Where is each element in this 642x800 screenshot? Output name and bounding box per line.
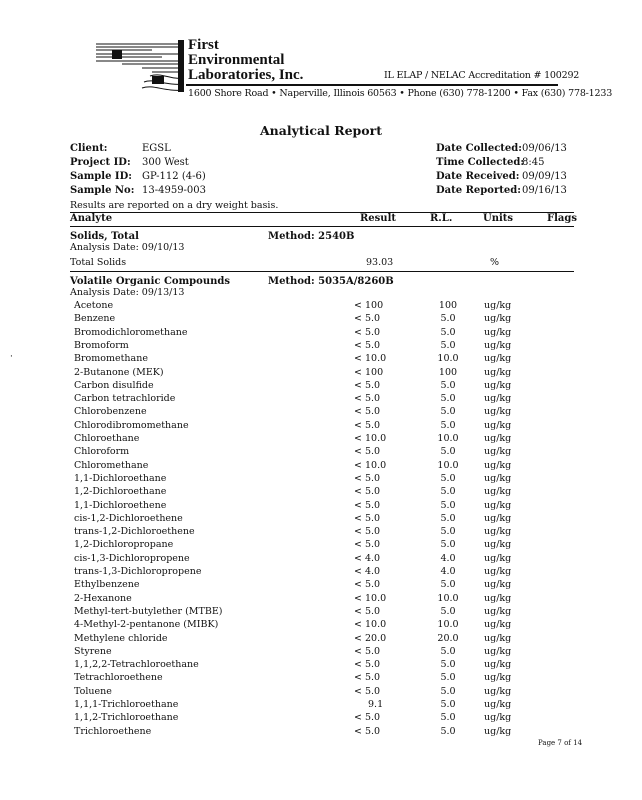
reporting-limit: 10.0 xyxy=(437,459,459,471)
units-value: ug/kg xyxy=(484,512,512,524)
table-row xyxy=(0,699,642,712)
reporting-limit: 5.0 xyxy=(440,605,456,617)
reporting-limit: 4.0 xyxy=(440,566,456,577)
units-value: ug/kg xyxy=(484,459,512,471)
analyte-name: Chlorodibromomethane xyxy=(74,419,189,431)
client-value: EGSL xyxy=(142,143,171,154)
accreditation-text: IL ELAP / NELAC Accreditation # 100292 xyxy=(384,70,580,81)
voc-section-title: Volatile Organic Compounds xyxy=(70,276,230,287)
units-value: ug/kg xyxy=(484,446,512,458)
units-value: ug/kg xyxy=(484,632,512,644)
col-header-analyte: Analyte xyxy=(70,213,113,224)
table-row xyxy=(0,500,642,513)
result-value: < 10.0 xyxy=(354,592,387,604)
solids-analyte: Total Solids xyxy=(70,257,127,268)
result-value: < 5.0 xyxy=(354,326,381,338)
result-value: < 5.0 xyxy=(354,339,381,351)
result-value: < 5.0 xyxy=(354,313,381,325)
analyte-name: cis-1,3-Dichloropropene xyxy=(74,552,190,564)
table-row xyxy=(0,380,642,393)
table-row xyxy=(0,633,642,646)
units-value: ug/kg xyxy=(484,672,512,684)
result-value: < 4.0 xyxy=(354,552,381,564)
result-value: < 5.0 xyxy=(354,605,381,617)
table-row xyxy=(0,579,642,592)
units-value: ug/kg xyxy=(484,433,512,444)
table-row xyxy=(0,526,642,539)
table-row xyxy=(0,726,642,739)
units-value: ug/kg xyxy=(484,339,512,351)
units-value: ug/kg xyxy=(484,605,512,617)
table-row xyxy=(0,513,642,526)
result-value: < 5.0 xyxy=(354,379,381,391)
reporting-limit: 5.0 xyxy=(440,339,456,351)
date-collected-value: 09/06/13 xyxy=(522,143,567,154)
date-collected-label: Date Collected: xyxy=(436,143,522,154)
analyte-name: trans-1,3-Dichloropropene xyxy=(74,566,202,577)
result-value: < 100 xyxy=(354,366,384,378)
analyte-name: Carbon disulfide xyxy=(74,379,154,391)
result-value: < 5.0 xyxy=(354,539,381,551)
reporting-limit: 5.0 xyxy=(440,699,456,710)
table-row xyxy=(0,367,642,380)
units-value: ug/kg xyxy=(484,326,512,338)
result-value: < 100 xyxy=(354,300,384,311)
reporting-limit: 5.0 xyxy=(440,393,456,405)
analyte-name: Ethylbenzene xyxy=(74,579,140,591)
units-value: ug/kg xyxy=(484,353,512,365)
reporting-limit: 5.0 xyxy=(440,645,456,657)
table-row xyxy=(0,460,642,473)
units-value: ug/kg xyxy=(484,579,512,591)
analyte-name: trans-1,2-Dichloroethene xyxy=(74,526,195,538)
analyte-name: 2-Butanone (MEK) xyxy=(74,366,164,378)
result-value: < 5.0 xyxy=(354,712,381,724)
units-value: ug/kg xyxy=(484,419,512,431)
table-row xyxy=(0,433,642,446)
col-header-units: Units xyxy=(483,213,514,224)
reporting-limit: 5.0 xyxy=(440,326,456,338)
units-value: ug/kg xyxy=(484,393,512,405)
sample-no-label: Sample No: xyxy=(70,185,135,196)
reporting-limit: 20.0 xyxy=(437,632,459,644)
table-row xyxy=(0,446,642,459)
reporting-limit: 5.0 xyxy=(440,672,456,684)
analyte-name: Tetrachloroethene xyxy=(74,672,163,684)
units-value: ug/kg xyxy=(484,592,512,604)
table-row xyxy=(0,420,642,433)
solids-bottom-rule xyxy=(70,271,574,272)
analyte-name: Bromodichloromethane xyxy=(74,326,188,338)
company-address: 1600 Shore Road • Naperville, Illinois 60563 • Phone (630) 778-1200 • Fax (630) 778-1233 xyxy=(188,88,613,99)
table-row xyxy=(0,553,642,566)
time-collected-value: 8:45 xyxy=(522,157,545,168)
solids-analysis-date: Analysis Date: 09/10/13 xyxy=(70,242,185,253)
analyte-name: 1,1-Dichloroethane xyxy=(74,472,167,484)
result-value: < 5.0 xyxy=(354,406,381,418)
page-footer: Page 7 of 14 xyxy=(538,739,583,747)
analyte-name: Chloromethane xyxy=(74,459,149,471)
table-row xyxy=(0,393,642,406)
company-name-line2: Environmental xyxy=(188,52,285,68)
result-value: < 5.0 xyxy=(354,512,381,524)
project-id-value: 300 West xyxy=(142,157,189,168)
table-row xyxy=(0,606,642,619)
voc-method: Method: 5035A/8260B xyxy=(268,276,394,287)
result-value: < 10.0 xyxy=(354,353,387,365)
reporting-limit: 5.0 xyxy=(440,659,456,671)
analyte-name: Methyl-tert-butylether (MTBE) xyxy=(74,605,223,617)
table-row xyxy=(0,340,642,353)
units-value: ug/kg xyxy=(484,313,512,325)
analyte-name: 2-Hexanone xyxy=(74,592,132,604)
margin-mark: · xyxy=(10,352,13,362)
result-value: < 5.0 xyxy=(354,393,381,405)
analyte-name: Chloroform xyxy=(74,446,130,458)
analyte-name: 1,1-Dichloroethene xyxy=(74,499,167,511)
units-value: ug/kg xyxy=(484,699,512,710)
result-value: < 5.0 xyxy=(354,579,381,591)
reporting-limit: 5.0 xyxy=(440,472,456,484)
units-value: ug/kg xyxy=(484,539,512,551)
reporting-limit: 5.0 xyxy=(440,539,456,551)
reporting-limit: 10.0 xyxy=(437,619,459,631)
analyte-name: Carbon tetrachloride xyxy=(74,393,176,405)
units-value: ug/kg xyxy=(484,526,512,538)
table-row xyxy=(0,539,642,552)
col-header-rl: R.L. xyxy=(430,213,453,224)
analyte-name: cis-1,2-Dichloroethene xyxy=(74,512,183,524)
table-row xyxy=(0,619,642,632)
table-row xyxy=(0,327,642,340)
date-received-label: Date Received: xyxy=(436,171,520,182)
sample-no-value: 13-4959-003 xyxy=(142,185,207,196)
reporting-limit: 5.0 xyxy=(440,712,456,724)
result-value: < 5.0 xyxy=(354,419,381,431)
table-row xyxy=(0,353,642,366)
company-name-line3: Laboratories, Inc. xyxy=(188,67,304,83)
reporting-limit: 5.0 xyxy=(440,526,456,538)
result-value: < 10.0 xyxy=(354,619,387,631)
table-row xyxy=(0,672,642,685)
reporting-limit: 5.0 xyxy=(440,499,456,511)
units-value: ug/kg xyxy=(484,685,512,697)
table-row xyxy=(0,593,642,606)
units-value: ug/kg xyxy=(484,552,512,564)
result-value: < 4.0 xyxy=(354,566,381,577)
company-name-line1: First xyxy=(188,37,219,53)
company-logo-graphic xyxy=(92,36,190,96)
result-value: < 10.0 xyxy=(354,459,387,471)
result-value: < 5.0 xyxy=(354,725,381,737)
basis-note: Results are reported on a dry weight basis. xyxy=(70,200,279,211)
reporting-limit: 5.0 xyxy=(440,446,456,458)
table-row xyxy=(0,473,642,486)
analyte-name: Toluene xyxy=(74,685,112,697)
units-value: ug/kg xyxy=(484,659,512,671)
analyte-name: Bromoform xyxy=(74,339,129,351)
reporting-limit: 5.0 xyxy=(440,313,456,325)
result-value: 9.1 xyxy=(368,699,384,710)
table-row xyxy=(0,686,642,699)
units-value: ug/kg xyxy=(484,366,512,378)
analyte-name: 4-Methyl-2-pentanone (MIBK) xyxy=(74,619,219,631)
reporting-limit: 100 xyxy=(438,300,458,311)
analyte-name: Chloroethane xyxy=(74,433,140,444)
date-reported-value: 09/16/13 xyxy=(522,185,567,196)
table-row xyxy=(0,300,642,313)
units-value: ug/kg xyxy=(484,472,512,484)
units-value: ug/kg xyxy=(484,645,512,657)
units-value: ug/kg xyxy=(484,725,512,737)
units-value: ug/kg xyxy=(484,566,512,577)
reporting-limit: 10.0 xyxy=(437,433,459,444)
analyte-name: 1,1,1-Trichloroethane xyxy=(74,699,179,710)
voc-analysis-date: Analysis Date: 09/13/13 xyxy=(70,287,185,298)
reporting-limit: 4.0 xyxy=(440,552,456,564)
analyte-name: Trichloroethene xyxy=(74,725,152,737)
units-value: ug/kg xyxy=(484,712,512,724)
analyte-name: 1,1,2,2-Tetrachloroethane xyxy=(74,659,199,671)
table-row xyxy=(0,712,642,725)
result-value: < 20.0 xyxy=(354,632,387,644)
units-value: ug/kg xyxy=(484,499,512,511)
analyte-name: 1,2-Dichloropropane xyxy=(74,539,174,551)
project-id-label: Project ID: xyxy=(70,157,131,168)
col-header-result: Result xyxy=(360,213,396,224)
reporting-limit: 5.0 xyxy=(440,379,456,391)
result-value: < 5.0 xyxy=(354,472,381,484)
date-reported-label: Date Reported: xyxy=(436,185,521,196)
units-value: ug/kg xyxy=(484,379,512,391)
table-row xyxy=(0,566,642,579)
reporting-limit: 5.0 xyxy=(440,406,456,418)
table-row xyxy=(0,313,642,326)
sample-id-value: GP-112 (4-6) xyxy=(142,171,206,182)
client-label: Client: xyxy=(70,143,108,154)
result-value: < 5.0 xyxy=(354,685,381,697)
sample-id-label: Sample ID: xyxy=(70,171,132,182)
solids-section-title: Solids, Total xyxy=(70,231,139,242)
analyte-name: Benzene xyxy=(74,313,116,325)
analyte-name: Methylene chloride xyxy=(74,632,168,644)
reporting-limit: 5.0 xyxy=(440,419,456,431)
report-title: Analytical Report xyxy=(259,123,382,138)
time-collected-label: Time Collected: xyxy=(436,157,525,168)
table-row xyxy=(0,486,642,499)
table-row xyxy=(0,406,642,419)
header-bottom-rule xyxy=(70,226,574,227)
header-rule xyxy=(186,84,558,86)
reporting-limit: 100 xyxy=(438,366,458,378)
solids-units: % xyxy=(490,257,500,268)
result-value: < 5.0 xyxy=(354,499,381,511)
reporting-limit: 5.0 xyxy=(440,512,456,524)
reporting-limit: 5.0 xyxy=(440,685,456,697)
date-received-value: 09/09/13 xyxy=(522,171,567,182)
analyte-name: Bromomethane xyxy=(74,353,148,365)
col-header-flags: Flags xyxy=(547,213,577,224)
reporting-limit: 10.0 xyxy=(437,353,459,365)
units-value: ug/kg xyxy=(484,300,512,311)
reporting-limit: 5.0 xyxy=(440,725,456,737)
analyte-name: Acetone xyxy=(74,300,114,311)
result-value: < 5.0 xyxy=(354,526,381,538)
result-value: < 5.0 xyxy=(354,645,381,657)
result-value: < 5.0 xyxy=(354,486,381,498)
units-value: ug/kg xyxy=(484,406,512,418)
analyte-name: Chlorobenzene xyxy=(74,406,147,418)
analyte-name: Styrene xyxy=(74,645,112,657)
solids-result: 93.03 xyxy=(366,257,394,268)
units-value: ug/kg xyxy=(484,619,512,631)
reporting-limit: 5.0 xyxy=(440,486,456,498)
result-value: < 5.0 xyxy=(354,659,381,671)
analyte-name: 1,1,2-Trichloroethane xyxy=(74,712,179,724)
result-value: < 10.0 xyxy=(354,433,387,444)
reporting-limit: 5.0 xyxy=(440,579,456,591)
reporting-limit: 10.0 xyxy=(437,592,459,604)
result-value: < 5.0 xyxy=(354,672,381,684)
result-value: < 5.0 xyxy=(354,446,381,458)
table-row xyxy=(0,646,642,659)
solids-method: Method: 2540B xyxy=(268,231,355,242)
analyte-name: 1,2-Dichloroethane xyxy=(74,486,167,498)
table-row xyxy=(0,659,642,672)
units-value: ug/kg xyxy=(484,486,512,498)
